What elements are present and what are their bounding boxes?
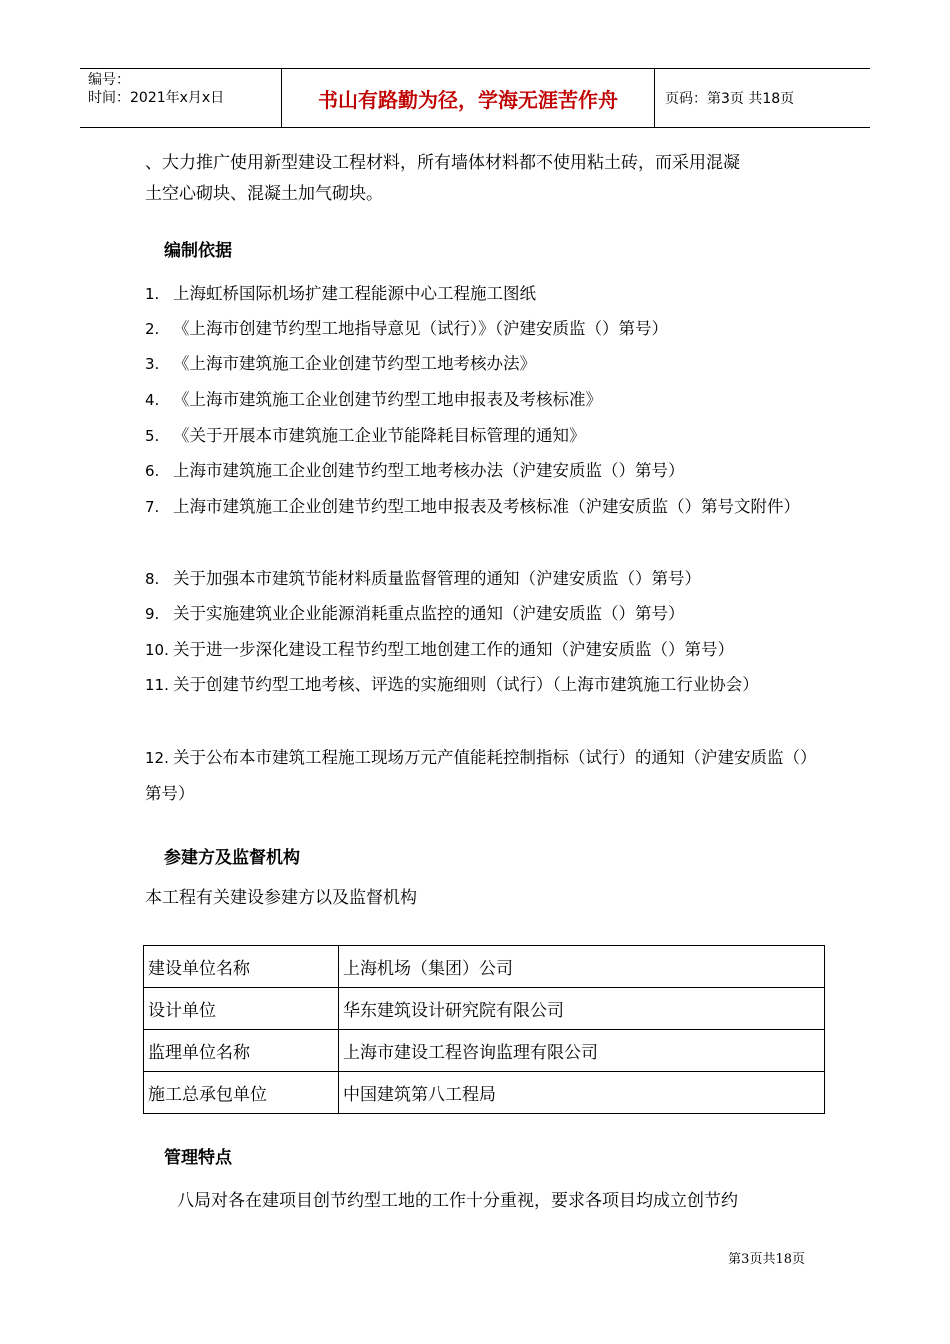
list-text: 《上海市创建节约型工地指导意见（试行）》（沪建安质监（）第号） — [173, 319, 668, 338]
list-item — [145, 740, 825, 812]
list-text: 关于进一步深化建设工程节约型工地创建工作的通知（沪建安质监（）第号） — [173, 640, 734, 659]
list-item — [145, 561, 825, 597]
parties-table — [143, 945, 825, 1114]
list-text: 上海市建筑施工企业创建节约型工地考核办法（沪建安质监（）第号） — [173, 461, 685, 480]
management-paragraph: 八局对各在建项目创节约型工地的工作十分重视，要求各项目均成立创节约 — [177, 1191, 738, 1211]
header-number: 编号： — [88, 72, 130, 88]
table-cell-value: 中国建筑第八工程局 — [339, 1072, 825, 1114]
list-number: 1. — [145, 285, 160, 303]
intro-line: 土空心砌块、混凝土加气砌块。 — [145, 184, 383, 204]
list-item — [145, 632, 825, 668]
list-text: 关于加强本市建筑节能材料质量监督管理的通知（沪建安质监（）第号） — [173, 569, 701, 588]
list-text: 上海市建筑施工企业创建节约型工地申报表及考核标准（沪建安质监（）第号文附件） — [173, 497, 800, 516]
list-text: 《上海市建筑施工企业创建节约型工地申报表及考核标准》 — [173, 390, 602, 409]
list-text: 关于实施建筑业企业能源消耗重点监控的通知（沪建安质监（）第号） — [173, 604, 685, 623]
parties-intro: 本工程有关建设参建方以及监督机构 — [145, 888, 417, 908]
list-number: 5. — [145, 427, 160, 445]
header-motto: 书山有路勤为径，学海无涯苦作舟 — [282, 69, 655, 127]
table-cell-key: 监理单位名称 — [144, 1030, 339, 1072]
table-cell-key: 设计单位 — [144, 988, 339, 1030]
table-cell-value: 华东建筑设计研究院有限公司 — [339, 988, 825, 1030]
list-text: 上海虹桥国际机场扩建工程能源中心工程施工图纸 — [173, 284, 536, 303]
list-item — [145, 382, 825, 418]
table-cell-key: 施工总承包单位 — [144, 1072, 339, 1114]
list-item — [145, 346, 825, 382]
list-item — [145, 596, 825, 632]
list-text: 关于创建节约型工地考核、评选的实施细则（试行）（上海市建筑施工行业协会） — [173, 675, 759, 694]
list-number: 12. — [145, 749, 169, 767]
list-item — [145, 667, 825, 703]
list-item — [145, 311, 825, 347]
management-heading: 管理特点 — [164, 1148, 232, 1168]
table-row — [144, 946, 825, 988]
page-header — [80, 68, 870, 128]
list-item — [145, 489, 825, 525]
table-cell-value: 上海机场（集团）公司 — [339, 946, 825, 988]
page-footer: 第3页共18页 — [728, 1252, 805, 1267]
list-number: 2. — [145, 320, 160, 338]
table-row — [144, 1030, 825, 1072]
header-time: 时间：2021年x月x日 — [88, 90, 225, 106]
parties-heading: 参建方及监督机构 — [164, 848, 300, 868]
list-item — [145, 276, 825, 312]
table-cell-key: 建设单位名称 — [144, 946, 339, 988]
header-meta — [80, 69, 282, 127]
list-text: 《关于开展本市建筑施工企业节能降耗目标管理的通知》 — [173, 426, 586, 445]
list-number: 3. — [145, 355, 160, 373]
table-row — [144, 1072, 825, 1114]
list-number: 11. — [145, 676, 169, 694]
list-number: 6. — [145, 462, 160, 480]
list-number: 4. — [145, 391, 160, 409]
list-item — [145, 453, 825, 489]
list-text: 《上海市建筑施工企业创建节约型工地考核办法》 — [173, 354, 536, 373]
table-row — [144, 988, 825, 1030]
list-text: 关于公布本市建筑工程施工现场万元产值能耗控制指标（试行）的通知（沪建安质监（）第号） — [145, 748, 817, 803]
list-number: 10. — [145, 641, 169, 659]
list-item — [145, 418, 825, 454]
basis-heading: 编制依据 — [164, 241, 232, 261]
intro-paragraph — [145, 148, 815, 210]
intro-line: 、大力推广使用新型建设工程材料，所有墙体材料都不使用粘土砖，而采用混凝 — [145, 153, 740, 173]
list-number: 8. — [145, 570, 160, 588]
list-number: 9. — [145, 605, 160, 623]
list-number: 7. — [145, 498, 160, 516]
table-cell-value: 上海市建设工程咨询监理有限公司 — [339, 1030, 825, 1072]
header-page: 页码：第3页 共18页 — [665, 91, 795, 107]
